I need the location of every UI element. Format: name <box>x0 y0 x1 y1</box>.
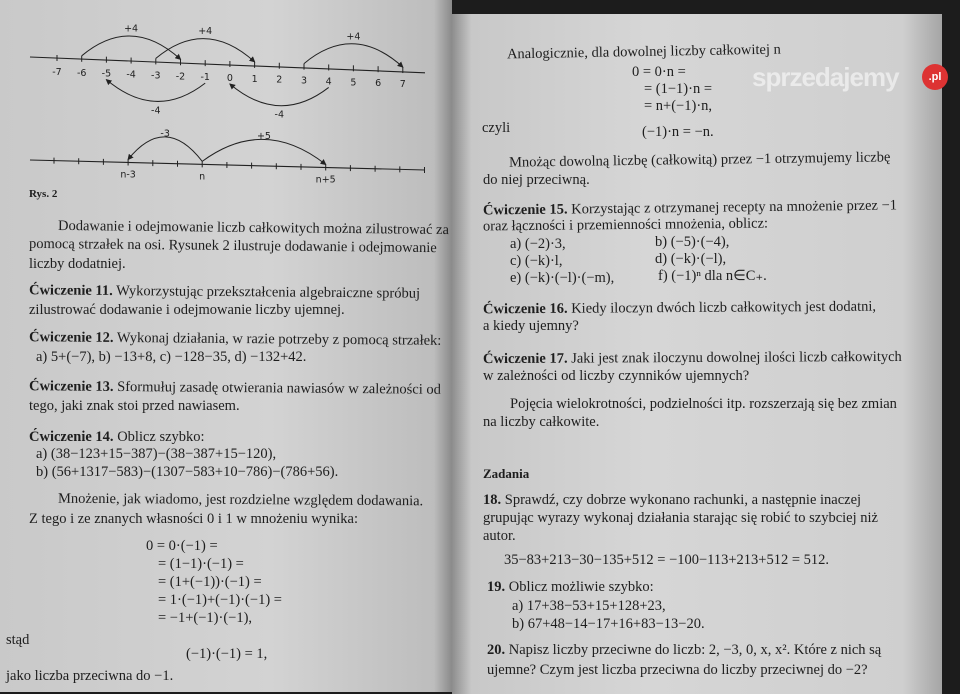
tick-label: n+5 <box>315 174 336 185</box>
exercise-text: zilustrować dodawanie i odejmowanie liczby ujemnej. <box>29 302 345 318</box>
paragraph: Pojęcia wielokrotności, podzielności itp. rozszerzają się bez zmian <box>510 396 897 412</box>
exercise-item: a) (38−123+15−387)−(38−387+15−120), <box>36 446 277 462</box>
task-item: b) 67+48−14−17+16+83−13−20. <box>512 616 705 632</box>
exercise-text: Wykorzystując przekształcenia algebraiczne spróbuj <box>116 283 421 302</box>
exercise-item: b) (−5)·(−4), <box>655 234 730 250</box>
exercise-title: Ćwiczenie 14. <box>29 429 114 445</box>
task-equation: 35−83+213−30−135+512 = −100−113+213+512 = 512. <box>504 552 830 568</box>
number-line-axis <box>30 57 425 73</box>
task-number: 19. <box>487 579 506 595</box>
arc-label: -4 <box>151 105 161 117</box>
equation-line: 0 = 0·(−1) = <box>146 538 218 554</box>
task-text: ujemne? Czym jest liczba przeciwna do liczby przeciwnej do −2? <box>487 662 868 678</box>
tick-label: -1 <box>200 72 210 84</box>
arrow-arc <box>202 139 326 164</box>
arrow-arc <box>82 36 181 59</box>
arc-label: +4 <box>198 26 213 38</box>
tick-label: 7 <box>399 79 406 91</box>
exercise-item: e) (−k)·(−l)·(−m), <box>510 270 615 286</box>
equation-line: 0 = 0·n = <box>632 64 686 80</box>
arc-label: -4 <box>274 109 285 121</box>
arrow-arc <box>156 39 255 62</box>
arc-label: +4 <box>346 31 361 43</box>
paragraph: Z tego i ze znanych własności 0 i 1 w mnożeniu wynika: <box>29 511 358 527</box>
task-text: Oblicz możliwie szybko: <box>508 579 654 595</box>
exercise-text: Wykonaj działania, w razie potrzeby z pomocą strzałek: <box>116 329 442 349</box>
tick-label: 4 <box>325 76 332 88</box>
paragraph: Mnożąc dowolną liczbę (całkowitą) przez −1 otrzymujemy liczbę <box>508 149 891 171</box>
equation-line: = (1−1)·(−1) = <box>158 556 244 572</box>
equation-line: = −1+(−1)·(−1), <box>158 610 253 626</box>
exercise-title: Ćwiczenie 16. <box>482 300 568 318</box>
task-number: 20. <box>487 642 506 658</box>
exercise-title: Ćwiczenie 15. <box>482 201 568 219</box>
paragraph: Mnożenie, jak wiadomo, jest rozdzielne względem dodawania. <box>57 490 424 510</box>
exercise-11 <box>29 282 420 302</box>
tick-label: -2 <box>175 71 186 83</box>
arrow-arc <box>230 84 329 106</box>
exercise-17 <box>483 349 902 368</box>
paragraph: do niej przeciwną. <box>483 172 590 188</box>
arrow-arc <box>106 80 205 102</box>
task-text: Napisz liczby przeciwne do liczb: 2, −3, 0, x, x². Które z nich są <box>508 642 882 658</box>
task-19 <box>487 579 654 596</box>
task-20 <box>487 642 881 659</box>
tick-label: 6 <box>375 78 382 90</box>
exercise-item: c) (−k)·l, <box>510 253 563 269</box>
text-czyli: czyli <box>482 120 511 136</box>
exercise-text: Kiedy iloczyn dwóch liczb całkowitych jest dodatni, <box>571 298 877 317</box>
exercise-16 <box>483 299 876 319</box>
right-page <box>452 14 942 694</box>
arc-label: -3 <box>160 128 170 140</box>
exercise-text: w zależności od liczby czynników ujemnych? <box>483 368 750 384</box>
exercise-text: Jaki jest znak iloczynu dowolnej ilości liczb całkowitych <box>571 348 902 367</box>
paragraph: na liczby całkowite. <box>483 414 600 430</box>
exercise-text: Korzystając z otrzymanej recepty na mnożenie przez −1 <box>571 197 898 218</box>
exercise-text: Oblicz szybko: <box>117 429 205 445</box>
left-page <box>0 0 452 692</box>
task-item: a) 17+38−53+15+128+23, <box>512 598 666 614</box>
text-stad: stąd <box>6 632 30 648</box>
equation-line: = n+(−1)·n, <box>644 98 713 114</box>
equation-line: = 1·(−1)+(−1)·(−1) = <box>158 592 282 608</box>
tick-label: -5 <box>101 68 112 80</box>
paragraph: jako liczba przeciwna do −1. <box>6 668 174 684</box>
exercise-text: oraz łączności i przemienności mnożenia, oblicz: <box>482 215 769 235</box>
tick-label: -3 <box>151 70 161 82</box>
number-line-figure <box>0 0 452 185</box>
figure-caption: Rys. 2 <box>29 188 58 200</box>
exercise-text: tego, jaki znak stoi przed nawiasem. <box>29 398 240 414</box>
exercise-title: Ćwiczenie 11. <box>28 282 113 300</box>
tick-label: -4 <box>126 69 136 81</box>
tick-label: n <box>199 171 206 183</box>
number-line-axis <box>30 160 425 170</box>
paragraph: pomocą strzałek na osi. Rysunek 2 ilustruje dodawanie i odejmowanie <box>28 235 437 257</box>
equation-line: = (1−1)·n = <box>644 81 713 97</box>
tick-label: n-3 <box>120 169 136 181</box>
exercise-13 <box>29 378 441 399</box>
watermark-badge: .pl <box>922 64 948 90</box>
tick-label: 1 <box>251 73 258 85</box>
task-number: 18. <box>483 492 502 508</box>
exercise-12 <box>29 329 442 350</box>
equation-result: (−1)·(−1) = 1, <box>186 646 268 662</box>
arrow-arc <box>128 137 202 161</box>
exercise-title: Ćwiczenie 17. <box>482 350 568 368</box>
paragraph: liczby dodatniej. <box>29 256 126 272</box>
task-text: grupując wyrazy wykonaj działania starając się robić to szybciej niż <box>483 510 878 526</box>
exercise-14 <box>29 429 205 446</box>
task-text: Sprawdź, czy dobrze wykonano rachunki, a następnie inaczej <box>504 492 862 508</box>
exercise-title: Ćwiczenie 12. <box>28 329 114 346</box>
tick-label: 2 <box>276 74 283 86</box>
paragraph: Dodawanie i odejmowanie liczb całkowitych można zilustrować za <box>57 217 450 239</box>
watermark-logo: sprzedajemy <box>752 62 899 92</box>
tick-label: 5 <box>350 77 357 89</box>
tick-label: -7 <box>52 66 62 78</box>
section-heading: Zadania <box>483 466 530 481</box>
exercise-item: a) (−2)·3, <box>510 236 566 252</box>
exercise-item: f) (−1)ⁿ dla n∈C₊. <box>658 268 767 284</box>
paragraph: Analogicznie, dla dowolnej liczby całkowitej n <box>506 41 781 63</box>
tick-label: 3 <box>300 75 308 87</box>
exercise-item: b) (56+1317−583)−(1307−583+10−786)−(786+56). <box>36 464 339 480</box>
tick-label: -6 <box>76 67 87 79</box>
arrow-arc <box>304 44 403 67</box>
equation-line: = (1+(−1))·(−1) = <box>158 574 262 590</box>
arc-label: +4 <box>124 23 139 35</box>
exercise-items: a) 5+(−7), b) −13+8, c) −128−35, d) −132+42. <box>36 349 307 365</box>
tick-label: 0 <box>226 72 233 84</box>
equation-result: (−1)·n = −n. <box>642 124 714 140</box>
task-18 <box>483 492 861 509</box>
exercise-text: Sformułuj zasadę otwierania nawiasów w zależności od <box>117 378 441 398</box>
task-text: autor. <box>483 528 516 544</box>
arc-label: +5 <box>256 130 271 142</box>
exercise-item: d) (−k)·(−l), <box>655 251 727 267</box>
exercise-title: Ćwiczenie 13. <box>28 378 114 395</box>
exercise-text: a kiedy ujemny? <box>483 318 579 334</box>
